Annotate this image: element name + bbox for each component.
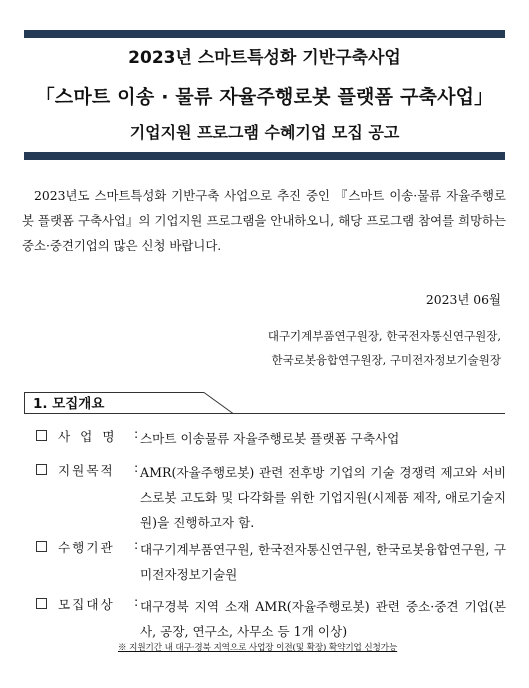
header-top-rule bbox=[24, 30, 505, 38]
section-title: 1. 모집개요 bbox=[24, 392, 204, 414]
header-title-line2: 「스마트 이송 · 물류 자율주행로봇 플랫폼 구축사업」 bbox=[35, 86, 494, 108]
item-colon: : bbox=[134, 537, 139, 552]
eligibility-note: ※ 지원기간 내 대구·경북 지역으로 사업장 이전(및 확장) 확약기업 신청가능 bbox=[118, 643, 398, 653]
item-text: AMR(자율주행로봇) 관련 전후방 기업의 기술 경쟁력 제고와 서비스로봇 고도화 및 다각화를 위한 기업지원(시제품 제작, 애로기술지원)을 진행하고자 함. bbox=[140, 465, 506, 530]
header-title-line1: 2023년 스마트특성화 기반구축사업 bbox=[128, 48, 401, 68]
item-text: 대구기계부품연구원, 한국전자통신연구원, 한국로봇융합연구원, 구미전자정보기술원 bbox=[140, 542, 506, 582]
announcement-date: 2023년 06월 bbox=[425, 292, 501, 307]
issuing-organizations bbox=[201, 324, 501, 372]
item-label: 사 업 명 bbox=[58, 429, 118, 444]
item-text: 스마트 이송물류 자율주행로봇 플랫폼 구축사업 bbox=[140, 431, 400, 446]
checkbox-icon bbox=[36, 598, 47, 609]
section-heading-slant bbox=[199, 392, 235, 414]
header-title-line3: 기업지원 프로그램 수혜기업 모집 공고 bbox=[129, 123, 400, 142]
header-bottom-rule bbox=[24, 152, 505, 160]
organizations-line2: 한국로봇융합연구원장, 구미전자정보기술원장 bbox=[271, 353, 501, 367]
checkbox-icon bbox=[36, 430, 47, 441]
section-heading bbox=[24, 392, 234, 414]
checkbox-icon bbox=[36, 541, 47, 552]
item-label: 지원목적 bbox=[58, 463, 115, 478]
item-colon: : bbox=[134, 426, 139, 441]
item-label: 수행기관 bbox=[58, 540, 115, 555]
checkbox-icon bbox=[36, 464, 47, 475]
item-text: 대구경북 지역 소재 AMR(자율주행로봇) 관련 중소·중견 기업(본사, 공장, 연구소, 사무소 등 1개 이상) bbox=[140, 599, 506, 639]
section-underline bbox=[24, 413, 505, 414]
item-label: 모집대상 bbox=[58, 597, 115, 612]
item-colon: : bbox=[134, 460, 139, 475]
intro-paragraph: 2023년도 스마트특성화 기반구축 사업으로 추진 중인 『스마트 이송·물류 자율주행로봇 플랫폼 구축사업』의 기업지원 프로그램을 안내하오니, 해당 프로그램 참여를 희망하는 중소·중견기업의 많은 신청 바랍니다. bbox=[22, 188, 506, 253]
organizations-line1: 대구기계부품연구원장, 한국전자통신연구원장, bbox=[267, 329, 501, 343]
item-colon: : bbox=[134, 594, 139, 609]
